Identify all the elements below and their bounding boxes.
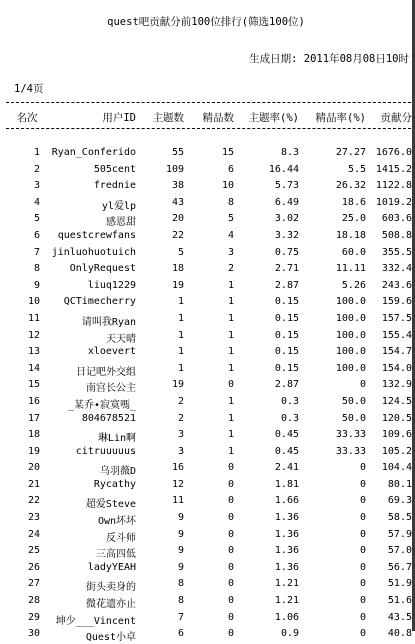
row-rank: 20	[27, 462, 40, 474]
row-topics: 38	[171, 180, 184, 192]
row-elite: 1	[227, 329, 234, 341]
table-row	[0, 494, 412, 511]
row-contribution: 155.4	[381, 329, 412, 341]
row-contribution: 80.1	[387, 478, 412, 490]
row-contribution: 57.0	[387, 545, 412, 557]
table-row	[0, 179, 412, 196]
row-contribution: 157.5	[381, 312, 412, 324]
row-rank: 17	[27, 412, 40, 424]
row-elite-rate: 18.6	[341, 196, 366, 208]
row-topics: 7	[177, 611, 184, 623]
row-rank: 3	[33, 180, 40, 192]
row-rank: 14	[27, 362, 40, 374]
row-user: 请叫我Ryan	[81, 316, 136, 328]
table-row	[0, 196, 412, 213]
row-elite: 3	[227, 246, 234, 258]
table-row	[0, 611, 412, 628]
row-elite: 0	[227, 379, 234, 391]
row-user: 505cent	[93, 163, 136, 175]
row-contribution: 603.6	[381, 213, 412, 225]
row-topics: 2	[177, 412, 184, 424]
row-topics: 20	[171, 213, 184, 225]
table-row	[0, 528, 412, 545]
page-indicator: 1/4页	[14, 83, 44, 95]
row-user: Quest小卓	[85, 632, 136, 644]
row-topic-rate: 0.9	[280, 628, 299, 640]
row-topics: 1	[177, 362, 184, 374]
row-elite: 1	[227, 296, 234, 308]
row-elite: 1	[227, 445, 234, 457]
row-rank: 8	[33, 263, 40, 275]
row-rank: 23	[27, 512, 40, 524]
row-elite-rate: 50.0	[341, 412, 366, 424]
row-user: 感恩甜	[106, 217, 136, 229]
row-user: 日记吧外交组	[76, 366, 136, 378]
row-user: 琳Lin啊	[97, 433, 136, 445]
row-topics: 3	[177, 429, 184, 441]
row-contribution: 104.4	[381, 462, 412, 474]
row-elite-rate: 100.0	[335, 296, 366, 308]
row-user: citruuuuus	[75, 445, 136, 457]
row-topic-rate: 6.49	[274, 196, 299, 208]
row-rank: 12	[27, 329, 40, 341]
row-elite: 1	[227, 279, 234, 291]
row-topic-rate: 1.36	[274, 545, 299, 557]
row-topic-rate: 0.3	[280, 395, 299, 407]
table-row	[0, 212, 412, 229]
row-rank: 18	[27, 429, 40, 441]
table-row	[0, 561, 412, 578]
row-elite-rate: 100.0	[335, 346, 366, 358]
row-contribution: 243.6	[381, 279, 412, 291]
row-elite: 0	[227, 462, 234, 474]
row-topics: 22	[171, 229, 184, 241]
col-elite-rate: 精品率(%)	[315, 112, 366, 124]
table-row	[0, 412, 412, 429]
row-contribution: 109.6	[381, 429, 412, 441]
row-topics: 8	[177, 578, 184, 590]
table-row	[0, 428, 412, 445]
row-topic-rate: 1.81	[274, 478, 299, 490]
row-topic-rate: 0.45	[274, 445, 299, 457]
table-row	[0, 312, 412, 329]
row-rank: 9	[33, 279, 40, 291]
row-elite-rate: 11.11	[335, 263, 366, 275]
row-topics: 9	[177, 528, 184, 540]
row-contribution: 508.8	[381, 229, 412, 241]
row-elite: 1	[227, 412, 234, 424]
row-topics: 109	[165, 163, 184, 175]
row-rank: 6	[33, 229, 40, 241]
row-user: questcrewfans	[57, 229, 136, 241]
row-elite: 0	[227, 628, 234, 640]
row-elite-rate: 0	[359, 512, 366, 524]
col-contribution: 贡献分	[380, 112, 412, 124]
row-elite: 8	[227, 196, 234, 208]
row-elite: 1	[227, 312, 234, 324]
row-topic-rate: 0.15	[274, 346, 299, 358]
table-row	[0, 163, 412, 180]
table-row	[0, 362, 412, 379]
row-elite: 0	[227, 512, 234, 524]
row-topics: 1	[177, 329, 184, 341]
row-elite-rate: 100.0	[335, 312, 366, 324]
row-rank: 30	[27, 628, 40, 640]
row-rank: 29	[27, 611, 40, 623]
row-contribution: 124.5	[381, 395, 412, 407]
row-user: 坤少___Vincent	[55, 615, 136, 627]
row-rank: 16	[27, 395, 40, 407]
row-topic-rate: 8.3	[280, 147, 299, 158]
row-user: frednie	[93, 180, 136, 192]
row-topic-rate: 1.21	[274, 595, 299, 607]
row-topic-rate: 1.36	[274, 512, 299, 524]
row-elite: 10	[221, 180, 234, 192]
row-elite-rate: 100.0	[335, 329, 366, 341]
row-topic-rate: 2.87	[274, 379, 299, 391]
row-contribution: 1415.2	[375, 163, 412, 175]
table-row	[0, 478, 412, 495]
column-headers	[0, 110, 412, 126]
row-contribution: 132.9	[381, 379, 412, 391]
row-user: _某乔•寂寞嗎_	[67, 399, 136, 411]
row-topics: 9	[177, 561, 184, 573]
row-topics: 12	[171, 478, 184, 490]
row-contribution: 40.8	[387, 628, 412, 640]
row-elite: 1	[227, 346, 234, 358]
row-elite: 0	[227, 611, 234, 623]
row-topic-rate: 3.32	[274, 229, 299, 241]
row-elite-rate: 0	[359, 578, 366, 590]
row-topics: 1	[177, 312, 184, 324]
row-topic-rate: 0.15	[274, 312, 299, 324]
row-elite-rate: 0	[359, 595, 366, 607]
table-row	[0, 279, 412, 296]
table-row	[0, 146, 412, 163]
row-user: 微花遗亦止	[86, 599, 136, 611]
row-elite: 0	[227, 528, 234, 540]
row-topic-rate: 0.15	[274, 329, 299, 341]
row-elite-rate: 0	[359, 561, 366, 573]
row-user: 反斗师	[106, 532, 136, 544]
row-topic-rate: 1.36	[274, 561, 299, 573]
table-row	[0, 395, 412, 412]
row-user: Rycathy	[93, 478, 136, 490]
row-rank: 10	[27, 296, 40, 308]
row-user: Ryan_Conferido	[51, 147, 136, 158]
row-rank: 24	[27, 528, 40, 540]
row-rank: 1	[33, 147, 40, 158]
row-elite: 1	[227, 429, 234, 441]
row-elite: 0	[227, 561, 234, 573]
row-topic-rate: 0.15	[274, 296, 299, 308]
row-topic-rate: 1.66	[274, 495, 299, 507]
row-contribution: 154.7	[381, 346, 412, 358]
row-contribution: 105.2	[381, 445, 412, 457]
row-contribution: 51.6	[387, 595, 412, 607]
row-topics: 43	[171, 196, 184, 208]
table-row	[0, 295, 412, 312]
row-user: QCTimecherry	[63, 296, 136, 308]
row-user: liuq1229	[87, 279, 136, 291]
generated-date: 生成日期: 2011年08月08日10时	[249, 53, 409, 65]
row-user: 804678521	[81, 412, 136, 424]
table-row	[0, 378, 412, 395]
row-elite: 1	[227, 395, 234, 407]
row-elite: 6	[227, 163, 234, 175]
row-rank: 28	[27, 595, 40, 607]
row-elite: 0	[227, 595, 234, 607]
row-contribution: 154.0	[381, 362, 412, 374]
row-elite-rate: 18.18	[335, 229, 366, 241]
row-contribution: 1676.0	[375, 147, 412, 158]
row-contribution: 1122.8	[375, 180, 412, 192]
row-user: xloevert	[87, 346, 136, 358]
row-topic-rate: 1.21	[274, 578, 299, 590]
row-rank: 2	[33, 163, 40, 175]
table-row	[0, 246, 412, 263]
row-topic-rate: 0.3	[280, 412, 299, 424]
row-contribution: 69.3	[387, 495, 412, 507]
row-topics: 9	[177, 545, 184, 557]
row-elite-rate: 0	[359, 545, 366, 557]
row-contribution: 58.5	[387, 512, 412, 524]
row-elite-rate: 0	[359, 628, 366, 640]
row-elite-rate: 0	[359, 528, 366, 540]
row-elite-rate: 0	[359, 611, 366, 623]
row-topic-rate: 1.36	[274, 528, 299, 540]
row-elite: 0	[227, 545, 234, 557]
row-elite-rate: 50.0	[341, 395, 366, 407]
table-row	[0, 594, 412, 611]
table-row	[0, 461, 412, 478]
col-user: 用户ID	[102, 112, 136, 124]
row-user: 三高四低	[96, 549, 136, 561]
row-topics: 2	[177, 395, 184, 407]
row-elite-rate: 0	[359, 462, 366, 474]
row-user: 超爱Steve	[85, 499, 136, 511]
row-topics: 55	[171, 147, 184, 158]
row-rank: 4	[33, 196, 40, 208]
table-row	[0, 577, 412, 594]
row-topic-rate: 1.06	[274, 611, 299, 623]
row-elite-rate: 33.33	[335, 429, 366, 441]
row-elite: 5	[227, 213, 234, 225]
row-topics: 8	[177, 595, 184, 607]
row-user: 乌羽薇D	[99, 466, 136, 478]
row-contribution: 51.9	[387, 578, 412, 590]
row-topics: 19	[171, 379, 184, 391]
row-rank: 22	[27, 495, 40, 507]
row-topic-rate: 5.73	[274, 180, 299, 192]
row-rank: 21	[27, 478, 40, 490]
row-topics: 5	[177, 246, 184, 258]
table-row	[0, 511, 412, 528]
header-rule-top	[6, 102, 411, 103]
row-topics: 19	[171, 279, 184, 291]
row-contribution: 332.4	[381, 263, 412, 275]
row-user: jinluohuotuich	[51, 246, 136, 258]
col-elite: 精品数	[202, 112, 234, 124]
row-elite: 1	[227, 362, 234, 374]
row-contribution: 355.5	[381, 246, 412, 258]
row-topic-rate: 2.41	[274, 462, 299, 474]
row-topic-rate: 16.44	[268, 163, 299, 175]
row-contribution: 120.5	[381, 412, 412, 424]
row-topics: 3	[177, 445, 184, 457]
row-rank: 11	[27, 312, 40, 324]
col-rank: 名次	[16, 112, 38, 124]
row-topic-rate: 0.45	[274, 429, 299, 441]
row-elite: 15	[221, 147, 234, 158]
row-elite-rate: 5.26	[341, 279, 366, 291]
row-elite: 0	[227, 478, 234, 490]
row-topics: 1	[177, 346, 184, 358]
row-topic-rate: 0.75	[274, 246, 299, 258]
row-user: 天天晴	[106, 333, 136, 345]
ranking-table	[0, 146, 412, 644]
row-elite-rate: 0	[359, 495, 366, 507]
row-elite-rate: 100.0	[335, 362, 366, 374]
row-contribution: 57.9	[387, 528, 412, 540]
row-rank: 25	[27, 545, 40, 557]
row-elite: 0	[227, 578, 234, 590]
row-elite-rate: 25.0	[341, 213, 366, 225]
table-row	[0, 262, 412, 279]
table-row	[0, 627, 412, 644]
row-contribution: 159.6	[381, 296, 412, 308]
table-row	[0, 329, 412, 346]
col-topic-rate: 主题率(%)	[248, 112, 299, 124]
row-user: 街头卖身的	[86, 582, 136, 594]
row-contribution: 56.7	[387, 561, 412, 573]
row-elite: 4	[227, 229, 234, 241]
row-topics: 18	[171, 263, 184, 275]
row-rank: 15	[27, 379, 40, 391]
row-contribution: 1019.2	[375, 196, 412, 208]
row-topics: 9	[177, 512, 184, 524]
row-rank: 7	[33, 246, 40, 258]
row-elite: 2	[227, 263, 234, 275]
row-contribution: 43.5	[387, 611, 412, 623]
row-user: yl爱lp	[101, 200, 136, 212]
header-rule-bottom	[6, 128, 411, 129]
row-user: 南宫长公主	[86, 383, 136, 395]
row-rank: 26	[27, 561, 40, 573]
row-topic-rate: 2.71	[274, 263, 299, 275]
row-rank: 13	[27, 346, 40, 358]
row-topic-rate: 2.87	[274, 279, 299, 291]
row-rank: 5	[33, 213, 40, 225]
row-elite-rate: 33.33	[335, 445, 366, 457]
row-topics: 16	[171, 462, 184, 474]
row-elite-rate: 5.5	[347, 163, 366, 175]
row-rank: 27	[27, 578, 40, 590]
row-elite-rate: 60.0	[341, 246, 366, 258]
page-title: quest吧贡献分前100位排行(筛选100位)	[107, 16, 305, 28]
row-user: ladyYEAH	[87, 561, 136, 573]
row-elite-rate: 26.32	[335, 180, 366, 192]
row-rank: 19	[27, 445, 40, 457]
row-topics: 11	[171, 495, 184, 507]
row-topics: 6	[177, 628, 184, 640]
table-row	[0, 229, 412, 246]
table-row	[0, 445, 412, 462]
row-topic-rate: 3.02	[274, 213, 299, 225]
table-row	[0, 544, 412, 561]
row-elite-rate: 27.27	[335, 147, 366, 158]
col-topics: 主题数	[152, 112, 184, 124]
table-row	[0, 345, 412, 362]
row-elite-rate: 0	[359, 478, 366, 490]
row-elite-rate: 0	[359, 379, 366, 391]
row-user: OnlyRequest	[69, 263, 136, 275]
row-topics: 1	[177, 296, 184, 308]
row-user: Own坏坏	[97, 516, 136, 528]
row-topic-rate: 0.15	[274, 362, 299, 374]
row-elite: 0	[227, 495, 234, 507]
